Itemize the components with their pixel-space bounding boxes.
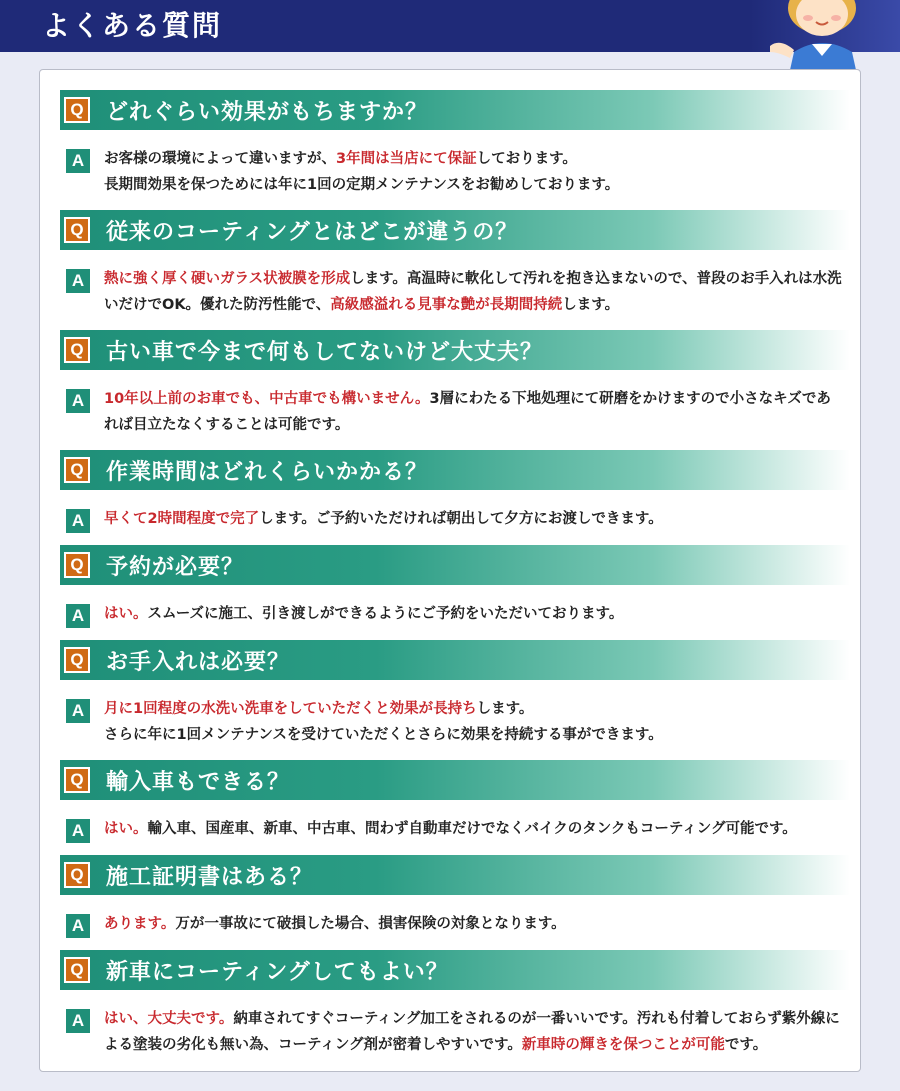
answer-text: [104, 911, 844, 937]
answer-row: [60, 990, 850, 1058]
q-badge: Q: [64, 957, 90, 983]
a-badge: A: [66, 914, 90, 938]
answer-segment: します。: [476, 701, 534, 717]
question-text: 施工証明書はある？: [106, 864, 314, 890]
faq-item: [60, 950, 850, 1058]
answer-text: [104, 696, 844, 748]
q-badge: Q: [64, 647, 90, 673]
mascot-girl-illustration: [760, 0, 870, 70]
q-badge: Q: [64, 767, 90, 793]
answer-row: [60, 490, 850, 533]
faq-list: [60, 90, 850, 1058]
question-bar: [60, 90, 850, 130]
faq-card: [39, 69, 861, 1072]
faq-item: [60, 450, 850, 533]
question-bar: [60, 640, 850, 680]
answer-segment: です。: [724, 1037, 768, 1053]
answer-row: [60, 585, 850, 628]
question-text: どれぐらい効果がもちますか？: [106, 99, 429, 125]
question-text: 新車にコーティングしてもよい？: [106, 959, 449, 985]
answer-segment: 輸入車、国産車、新車、中古車、問わず自動車だけでなくバイクのタンクもコーティング可能です。: [147, 821, 797, 837]
faq-item: [60, 330, 850, 438]
faq-item: [60, 90, 850, 198]
question-text: 輸入車もできる？: [106, 769, 291, 795]
q-badge: Q: [64, 217, 90, 243]
answer-segment: 納車されてすぐコーティング加工をされるのが一番いいです。汚れも付着しておらず紫外線による塗装の劣化も無い為、コーティング剤が密着しやすいです。: [104, 1011, 840, 1053]
question-bar: [60, 545, 850, 585]
answer-text: [104, 816, 844, 842]
answer-row: [60, 800, 850, 843]
answer-row: [60, 250, 850, 318]
answer-highlight: 早くて2時間程度で完了: [104, 511, 260, 527]
answer-segment: スムーズに施工、引き渡しができるようにご予約をいただいております。: [147, 606, 624, 622]
question-text: 従来のコーティングとはどこが違うの？: [106, 219, 519, 245]
faq-item: [60, 760, 850, 843]
a-badge: A: [66, 509, 90, 533]
answer-row: [60, 895, 850, 938]
faq-item: [60, 855, 850, 938]
faq-item: [60, 210, 850, 318]
a-badge: A: [66, 149, 90, 173]
answer-row: [60, 680, 850, 748]
question-text: 作業時間はどれくらいかかる？: [106, 459, 429, 485]
answer-segment: します。高温時に軟化して汚れを抱き込まないので、普段のお手入れは水洗いだけでOK。優れた防汚性能で、: [104, 271, 842, 313]
answer-highlight: はい、大丈夫です。: [104, 1011, 234, 1027]
answer-row: [60, 370, 850, 438]
q-badge: Q: [64, 862, 90, 888]
answer-text: [104, 506, 844, 532]
a-badge: A: [66, 604, 90, 628]
answer-text: [104, 1006, 844, 1058]
q-badge: Q: [64, 97, 90, 123]
question-bar: [60, 950, 850, 990]
answer-segment: さらに年に1回メンテナンスを受けていただくとさらに効果を持続する事ができます。: [104, 727, 663, 743]
answer-highlight: はい。: [104, 821, 148, 837]
answer-highlight: 3年間は当店にて保証: [336, 151, 477, 167]
question-bar: [60, 855, 850, 895]
a-badge: A: [66, 269, 90, 293]
answer-highlight: あります。: [104, 916, 176, 932]
answer-text: [104, 386, 844, 438]
answer-highlight: 新車時の輝きを保つことが可能: [521, 1037, 725, 1053]
answer-segment: します。: [562, 297, 620, 313]
page-title: よくある質問: [42, 9, 223, 42]
page-header: [0, 0, 900, 52]
answer-text: [104, 146, 844, 198]
answer-segment: しております。: [476, 151, 577, 167]
answer-highlight: 熱に強く厚く硬いガラス状被膜を形成: [104, 271, 351, 287]
answer-highlight: 10年以上前のお車でも、中古車でも構いません。: [104, 391, 430, 407]
q-badge: Q: [64, 337, 90, 363]
a-badge: A: [66, 699, 90, 723]
answer-segment: 長期間効果を保つためには年に1回の定期メンテナンスをお勧めしております。: [104, 177, 620, 193]
q-badge: Q: [64, 457, 90, 483]
a-badge: A: [66, 819, 90, 843]
question-bar: [60, 760, 850, 800]
a-badge: A: [66, 389, 90, 413]
question-bar: [60, 450, 850, 490]
answer-segment: お客様の環境によって違いますが、: [104, 151, 336, 167]
answer-row: [60, 130, 850, 198]
question-text: 古い車で今まで何もしてないけど大丈夫？: [106, 339, 544, 365]
question-bar: [60, 210, 850, 250]
question-text: 予約が必要？: [106, 554, 245, 580]
answer-segment: 万が一事故にて破損した場合、損害保険の対象となります。: [175, 916, 566, 932]
answer-segment: 3層にわたる下地処理にて研磨をかけますので小さなキズであれば目立たなくすることは可能です。: [104, 391, 831, 433]
answer-text: [104, 266, 844, 318]
answer-text: [104, 601, 844, 627]
faq-item: [60, 545, 850, 628]
a-badge: A: [66, 1009, 90, 1033]
answer-highlight: 高級感溢れる見事な艶が長期間持続: [330, 297, 563, 313]
faq-item: [60, 640, 850, 748]
answer-highlight: 月に1回程度の水洗い洗車をしていただくと効果が長持ち: [104, 701, 477, 717]
answer-segment: します。ご予約いただければ朝出して夕方にお渡しできます。: [259, 511, 663, 527]
question-text: お手入れは必要？: [106, 649, 291, 675]
question-bar: [60, 330, 850, 370]
answer-highlight: はい。: [104, 606, 148, 622]
q-badge: Q: [64, 552, 90, 578]
